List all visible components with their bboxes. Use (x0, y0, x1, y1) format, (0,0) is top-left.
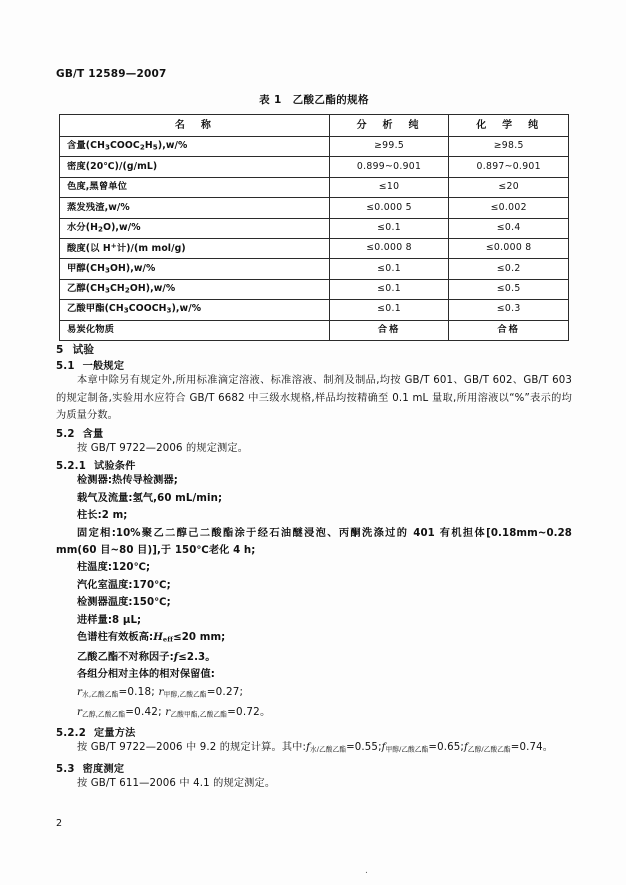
clause-5-3-title: 密度测定 (82, 763, 125, 775)
cell-analytical-grade: ≤0.1 (329, 300, 449, 320)
clause-5-3-text: 按 GB/T 611—2006 中 4.1 的规定测定。 (77, 777, 276, 789)
cell-property-name: 密度(20℃)/(g/mL) (60, 157, 330, 177)
plate-height-symbol (153, 631, 173, 643)
clause-5-title: 试验 (72, 344, 95, 356)
condition-line: 检测器:热传导检测器; (77, 475, 178, 487)
cell-analytical-grade: 合格 (329, 320, 449, 340)
response-factor-symbol: $f_{乙醇/乙酸乙酯}$ (463, 742, 511, 754)
table-row (60, 320, 569, 340)
column-header-chemical: 化 学 纯 (449, 115, 569, 137)
response-factor-subscript: 乙醇/乙酸乙酯 (467, 746, 511, 754)
stationary-phase-text (56, 525, 572, 560)
response-factor-value: =0.55; (346, 742, 382, 754)
cell-analytical-grade: ≤0.1 (329, 218, 449, 238)
cell-analytical-grade: ≤10 (329, 177, 449, 197)
clause-5-2-2-number: 5.2.2 (56, 728, 87, 740)
asymmetry-label: 乙酸乙酯不对称因子: (77, 652, 174, 664)
condition-line: 进样量:8 μL; (77, 614, 142, 626)
clause-5-2-2-title: 定量方法 (94, 728, 136, 740)
table-row (60, 177, 569, 197)
retention-symbol: $r_{乙酸甲酯,乙酸乙酯}$ (165, 706, 228, 719)
condition-line: 汽化室温度:170℃; (77, 579, 171, 591)
plate-height-symbol-text: H (153, 631, 163, 644)
table-row (60, 137, 569, 157)
retention-value: =0.72。 (227, 706, 271, 719)
clause-5-3-heading (56, 760, 572, 775)
specification-table (59, 114, 569, 341)
clause-5-2-heading (56, 425, 572, 440)
plate-height-label: 色谱柱有效板高: (77, 632, 154, 644)
cell-analytical-grade: ≥99.5 (329, 137, 449, 157)
condition-line: 柱长:2 m; (77, 510, 128, 522)
response-factor-value: = (510, 742, 520, 754)
cell-property-name: 色度,黑曾单位 (60, 177, 330, 197)
clause-5-1-heading (56, 357, 572, 372)
table-row (60, 300, 569, 320)
cell-property-name: 易炭化物质 (60, 320, 330, 340)
cell-chemical-grade: ≤0.000 8 (449, 238, 569, 258)
response-factor-value: =0.65; (428, 742, 464, 754)
cell-chemical-grade: ≤0.002 (449, 198, 569, 218)
response-factor-symbol: $f_{水/乙酸乙酯}$ (306, 742, 347, 754)
cell-chemical-grade: ≤20 (449, 177, 569, 197)
cell-analytical-grade: ≤0.000 8 (329, 238, 449, 258)
quant-lead-text: 按 GB/T 9722—2006 中 9.2 的规定计算。其中: (77, 742, 307, 754)
test-conditions-list-secondary (56, 559, 572, 629)
clause-5-3-number: 5.3 (56, 763, 75, 775)
table-caption: 表 1 乙酸乙酯的规格 (259, 94, 369, 106)
response-factor-symbol: $f_{甲醇/乙酸乙酯}$ (381, 742, 429, 754)
retention-symbol: $r_{水,乙酸乙酯}$ (77, 685, 119, 699)
cell-property-name: 蒸发残渣,w/% (60, 198, 330, 218)
cell-property-name: 含量$(CH_3COOC_2H_5),w/\%$ (60, 137, 330, 157)
table-row (60, 198, 569, 218)
clause-5-heading (56, 342, 572, 357)
condition-line: 检测器温度:150℃; (77, 597, 171, 609)
clause-5-2-2-heading (56, 724, 572, 739)
retention-values-row-1 (56, 684, 572, 704)
response-factor-subscript: 水/乙酸乙酯 (310, 746, 347, 754)
table-row (60, 279, 569, 299)
condition-line: 载气及流量:氢气,60 mL/min; (77, 492, 223, 504)
cell-chemical-grade: 0.897~0.901 (449, 157, 569, 177)
retention-values-row-2 (56, 704, 572, 724)
cell-chemical-grade: ≤0.2 (449, 259, 569, 279)
cell-analytical-grade: ≤0.1 (329, 279, 449, 299)
retention-subscript: 水,乙酸乙酯 (82, 690, 119, 699)
cell-analytical-grade: ≤0.1 (329, 259, 449, 279)
clause-5-number: 5 (56, 344, 64, 356)
plate-height-line (56, 629, 572, 649)
stationary-phase-value: 固定相:10%聚乙二醇己二酸酯涂于经石油醚浸泡、丙酮洗涤过的 401 有机担体[0.18mm~0.28 mm(60 目~80 目)],于 150℃老化 4 h; (56, 527, 572, 556)
retention-subscript: 乙醇,乙酸乙酯 (82, 710, 126, 719)
cell-chemical-grade: ≥98.5 (449, 137, 569, 157)
cell-property-name: 甲醇$(CH_3OH),w/\%$ (60, 259, 330, 279)
table-row (60, 238, 569, 258)
retention-subscript: 甲醇,乙酸乙酯 (163, 690, 207, 699)
table-body (60, 137, 569, 341)
page-number: 2 (56, 818, 63, 829)
response-factor-subscript: 甲醇/乙酸乙酯 (385, 746, 429, 754)
clause-5-2-title: 含量 (82, 428, 104, 440)
retention-value: =0.18; (118, 685, 159, 698)
table-row (60, 157, 569, 177)
cell-chemical-grade: ≤0.4 (449, 218, 569, 238)
body-text (56, 342, 572, 792)
table-row (60, 259, 569, 279)
asymmetry-factor-line (56, 649, 572, 666)
cell-property-name: 乙酸甲酯$(CH_3COOCH_3),w/\%$ (60, 300, 330, 320)
retention-value: =0.42; (125, 706, 166, 719)
retention-subscript: 乙酸甲酯,乙酸乙酯 (170, 710, 228, 719)
quant-tail-text: 0.74。 (519, 742, 554, 754)
cell-analytical-grade: 0.899~0.901 (329, 157, 449, 177)
asymmetry-value: ≤2.3。 (178, 652, 216, 664)
retention-symbol: $r_{甲醇,乙酸乙酯}$ (158, 685, 207, 699)
plate-height-value: ≤20 mm; (173, 632, 226, 644)
table-row (60, 218, 569, 238)
standard-code-header: GB/T 12589—2007 (56, 68, 167, 80)
page-content (56, 0, 572, 885)
clause-5-2-1-heading (56, 457, 572, 472)
cell-property-name: 酸度(以 H+计)/(m mol/g) (60, 238, 330, 258)
clause-5-2-text: 按 GB/T 9722—2006 的规定测定。 (77, 442, 249, 454)
test-conditions-list-primary (56, 472, 572, 524)
column-header-analytical: 分 析 纯 (329, 115, 449, 137)
retention-value: =0.27; (206, 685, 244, 698)
condition-line: 柱温度:120℃; (77, 562, 151, 574)
column-header-name: 名 称 (60, 115, 330, 137)
plate-height-subscript: eff (162, 635, 174, 644)
footer-dot: . (365, 866, 368, 876)
cell-chemical-grade: ≤0.5 (449, 279, 569, 299)
retention-heading: 各组分相对主体的相对保留值: (77, 669, 215, 681)
cell-property-name: 水分$(H_2O),w/\%$ (60, 218, 330, 238)
clause-5-1-title: 一般规定 (82, 361, 125, 372)
retention-symbol: $r_{乙醇,乙酸乙酯}$ (77, 706, 126, 719)
table-header-row (60, 115, 569, 137)
table-head (60, 115, 569, 137)
clause-5-2-2-text (56, 739, 572, 759)
clause-5-1-text: 本章中除另有规定外,所用标准滴定溶液、标准溶液、制剂及制品,均按 GB/T 601、GB/T 602、GB/T 603的规定制备,实验用水应符合 GB/T 6682 中三级水规格,样品均按精确至 0.1 mL 量取,所用溶液以“%”表示的均为质量分数。 (56, 375, 572, 422)
clause-5-1-number: 5.1 (56, 361, 75, 372)
asymmetry-symbol: f (173, 651, 179, 664)
cell-property-name: 乙醇$(CH_3CH_2OH),w/\%$ (60, 279, 330, 299)
clause-5-2-number: 5.2 (56, 428, 75, 440)
cell-chemical-grade: 合格 (449, 320, 569, 340)
cell-analytical-grade: ≤0.000 5 (329, 198, 449, 218)
clause-5-2-1-number: 5.2.1 (56, 461, 87, 473)
cell-chemical-grade: ≤0.3 (449, 300, 569, 320)
clause-5-2-1-title: 试验条件 (94, 461, 136, 473)
